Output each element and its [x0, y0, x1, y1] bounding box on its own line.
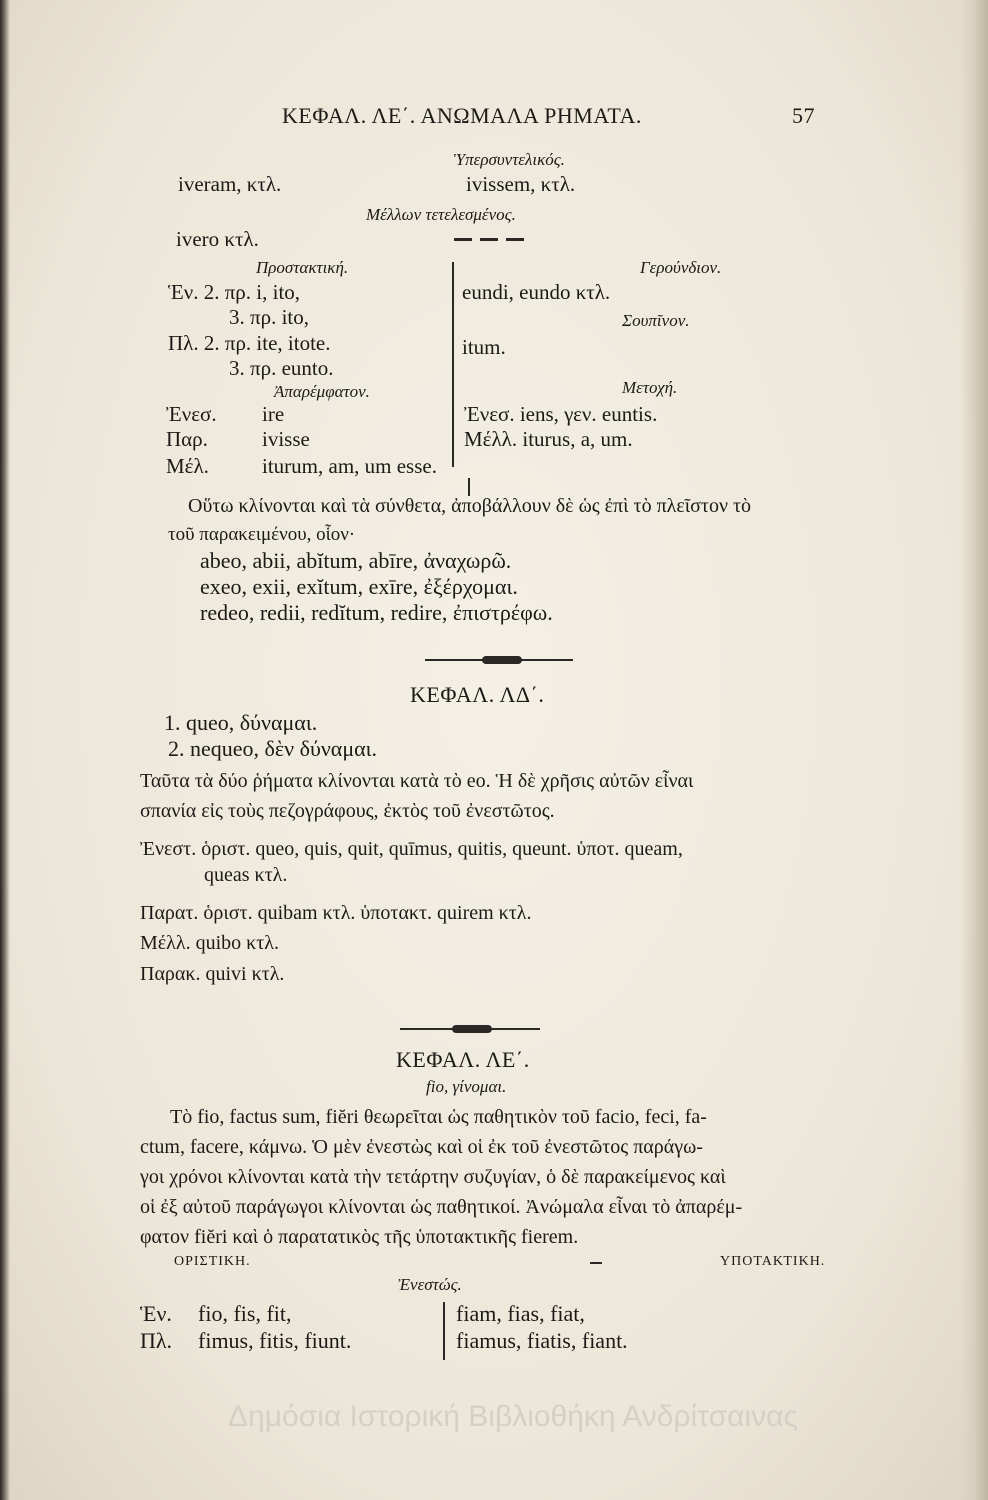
ivero-line: ivero κτλ.	[176, 227, 259, 251]
imperative-row: Ἑν. 2. πρ. i, ito,	[168, 280, 301, 304]
example-line: exeo, exii, exĭtum, exīre, ἐξέρχομαι.	[200, 574, 518, 599]
form-line: Παρακ. quivi κτλ.	[140, 963, 285, 985]
subjunctive-heading: ΥΠΟΤΑΚΤΙΚΗ.	[720, 1254, 826, 1269]
participle-row: Ἐνεσ. iens, γεν. euntis.	[464, 402, 658, 426]
infinitive-tense: Παρ.	[166, 427, 208, 451]
page-edge-right	[960, 0, 988, 1500]
dash	[590, 1262, 602, 1264]
ivissem-line: ivissem, κτλ.	[466, 172, 576, 196]
running-head: ΚΕΦΑΛ. ΛΕ΄. ΑΝΩΜΑΛΑ ΡΗΜΑΤΑ.	[282, 103, 642, 128]
dash	[506, 238, 524, 241]
pluperfect-label: Ὑπερσυντελικός.	[454, 150, 565, 169]
infinitive-label: Ἀπαρέμφατον.	[274, 382, 370, 401]
paragraph-line: τοῦ παρακειμένου, οἷον·	[168, 524, 356, 545]
imperative-row: Πλ. 2. πρ. ite, itote.	[168, 331, 331, 355]
paragraph-line: οἱ ἐξ αὐτοῦ παράγωγοι κλίνονται ὡς παθητικοί. Ἀνώμαλα εἶναι τὸ ἀπαρέμ-	[140, 1196, 743, 1218]
infinitive-form: ivisse	[262, 427, 310, 451]
infinitive-tense: Μέλ.	[166, 454, 209, 478]
iveram-line: iveram, κτλ.	[178, 172, 282, 196]
library-watermark: Δημόσια Ιστορική Βιβλιοθήκη Ανδρίτσαινας	[228, 1400, 798, 1433]
paragraph-line: γοι χρόνοι κλίνονται κατὰ τὴν τετάρτην συζυγίαν, ὁ δὲ παρακείμενος καὶ	[140, 1166, 726, 1188]
supine-line: itum.	[462, 335, 506, 359]
chapter-title: ΚΕΦΑΛ. ΛΕ΄.	[396, 1047, 530, 1072]
paragraph-line: σπανία εἰς τοὺς πεζογράφους, ἐκτὸς τοῦ ἐνεστῶτος.	[140, 800, 555, 822]
dash	[480, 238, 498, 241]
conjugation-row: fio, fis, fit,	[198, 1301, 292, 1326]
list-item: 1. queo, δύναμαι.	[164, 710, 318, 735]
imperative-row: 3. πρ. ito,	[229, 305, 310, 329]
paragraph-line: Ταῦτα τὰ δύο ῥήματα κλίνονται κατὰ τὸ eo. Ἡ δὲ χρῆσις αὐτῶν εἶναι	[140, 770, 694, 792]
column-divider	[468, 478, 470, 496]
chapter-title: ΚΕΦΑΛ. ΛΔ΄.	[410, 682, 545, 707]
infinitive-form: ire	[262, 402, 285, 426]
number-label: Πλ.	[140, 1328, 173, 1353]
paragraph-line: Τὸ fio, factus sum, fiĕri θεωρεῖται ὡς παθητικὸν τοῦ facio, feci, fa-	[170, 1106, 707, 1128]
paragraph-line: φατον fiĕri καὶ ὁ παρατατικὸς τῆς ὑποτακτικῆς fierem.	[140, 1226, 579, 1248]
column-divider	[443, 1302, 445, 1360]
ornament-center	[482, 656, 522, 664]
dash	[454, 238, 472, 241]
list-item: 2. nequeo, δὲν δύναμαι.	[168, 736, 378, 761]
form-line: queas κτλ.	[204, 864, 288, 886]
paragraph-line: Οὕτω κλίνονται καὶ τὰ σύνθετα, ἀποβάλλουν δὲ ὡς ἐπὶ τὸ πλεῖστον τὸ	[188, 495, 752, 517]
page-edge-left	[0, 0, 10, 1500]
form-line: Παρατ. ὁριστ. quibam κτλ. ὑποτακτ. quirem κτλ.	[140, 902, 532, 924]
column-divider	[452, 262, 454, 467]
page-number: 57	[792, 103, 815, 128]
form-line: Ἐνεστ. ὁριστ. queo, quis, quit, quīmus, quitis, queunt. ὑποτ. queam,	[140, 838, 683, 860]
number-label: Ἑν.	[140, 1301, 172, 1326]
conjugation-row: fiamus, fiatis, fiant.	[456, 1328, 628, 1353]
gerund-line: eundi, eundo κτλ.	[462, 280, 611, 304]
example-line: abeo, abii, abĭtum, abīre, ἀναχωρῶ.	[200, 548, 512, 573]
imperative-row: 3. πρ. eunto.	[229, 356, 334, 380]
paragraph-line: ctum, facere, κάμνω. Ὁ μὲν ἐνεστὼς καὶ οἱ ἐκ τοῦ ἐνεστῶτος παράγω-	[140, 1136, 703, 1158]
ornament-center	[452, 1025, 492, 1033]
future-perfect-label: Μέλλων τετελεσμένος.	[366, 205, 516, 224]
conjugation-row: fimus, fitis, fiunt.	[198, 1328, 352, 1353]
example-line: redeo, redii, redĭtum, redire, ἐπιστρέφω.	[200, 600, 553, 625]
supine-label: Σουπῖνον.	[622, 311, 690, 330]
conjugation-row: fiam, fias, fiat,	[456, 1301, 585, 1326]
infinitive-tense: Ἐνεσ.	[166, 402, 217, 426]
infinitive-form: iturum, am, um esse.	[262, 454, 437, 478]
gerund-label: Γερούνδιον.	[640, 258, 722, 277]
participle-row: Μέλλ. iturus, a, um.	[464, 427, 633, 451]
imperative-label: Προστακτική.	[256, 258, 349, 277]
chapter-subtitle: fio, γίνομαι.	[426, 1077, 507, 1096]
present-label: Ἐνεστώς.	[398, 1275, 462, 1294]
indicative-heading: ΟΡΙΣΤΙΚΗ.	[174, 1254, 251, 1269]
form-line: Μέλλ. quibo κτλ.	[140, 932, 279, 954]
participle-label: Μετοχή.	[622, 378, 678, 397]
